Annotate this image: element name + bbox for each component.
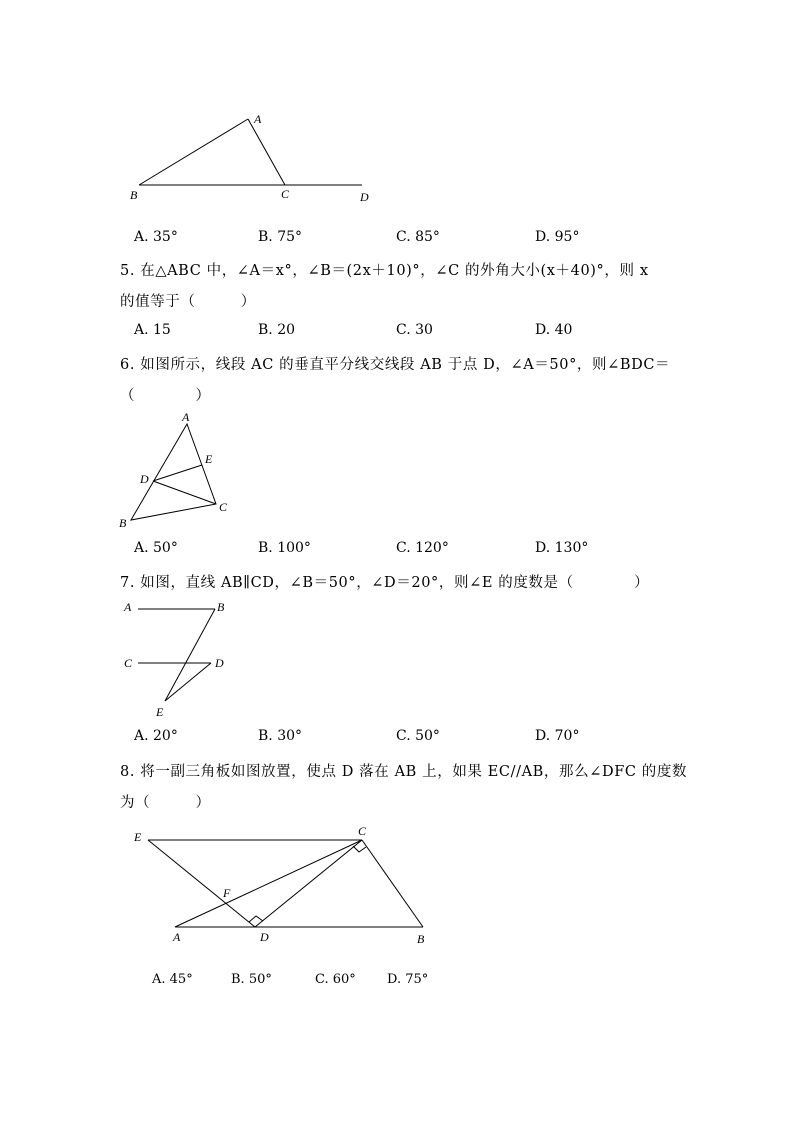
fig6-label-e: E (205, 452, 213, 466)
q5-stem-line2: 的值等于（ ） (120, 294, 256, 310)
q8-option-c[interactable]: C. 60° (315, 972, 356, 987)
fig8-label-f: F (223, 886, 231, 900)
fig6-label-d: D (140, 472, 149, 486)
q7-option-c[interactable]: C. 50° (396, 728, 440, 744)
q8-stem-line1: 8. 将一副三角板如图放置，使点 D 落在 AB 上，如果 EC//AB，那么∠DFC 的度数 (120, 764, 688, 780)
fig8-label-b: B (417, 932, 425, 946)
fig7-label-b: B (217, 600, 225, 614)
segment-cb (362, 840, 423, 927)
segment-ac (175, 840, 362, 927)
right-angle-mark-c (353, 846, 366, 852)
fig7-label-a: A (124, 600, 132, 614)
q5-option-a[interactable]: A. 15 (134, 322, 171, 338)
q8-option-d[interactable]: D. 75° (387, 972, 429, 987)
segment-ed (148, 840, 255, 927)
q8-stem-line2: 为（ ） (120, 795, 211, 811)
q6-stem-line1: 6. 如图所示，线段 AC 的垂直平分线交线段 AB 于点 D，∠A＝50°，则∠BDC＝ (120, 357, 671, 373)
segment-dc (255, 840, 362, 927)
q6-stem-line2: （ ） (120, 388, 211, 404)
q4-option-b[interactable]: B. 75° (258, 229, 303, 245)
q7-stem-line1: 7. 如图，直线 AB∥CD，∠B＝50°，∠D＝20°，则∠E 的度数是（ ） (120, 575, 650, 591)
q6-option-d[interactable]: D. 130° (535, 540, 589, 556)
q5-option-b[interactable]: B. 20 (258, 322, 296, 338)
fig4-label-c: C (281, 187, 290, 201)
fig6-label-a: A (182, 410, 190, 424)
fig8-label-e: E (134, 830, 142, 844)
q5-stem-line1: 5. 在△ABC 中，∠A＝x°，∠B＝(2x＋10)°，∠C 的外角大小(x＋40)°，则 x (120, 263, 649, 279)
q8-option-a[interactable]: A. 45° (152, 972, 193, 987)
fig8-label-d: D (260, 930, 269, 944)
q6-option-b[interactable]: B. 100° (258, 540, 311, 556)
q4-option-d[interactable]: D. 95° (535, 229, 580, 245)
q4-option-c[interactable]: C. 85° (396, 229, 440, 245)
fig8-label-c: C (358, 824, 367, 838)
q6-option-c[interactable]: C. 120° (396, 540, 449, 556)
q5-option-d[interactable]: D. 40 (535, 322, 573, 338)
fig8-label-a: A (173, 930, 181, 944)
fig4-label-b: B (130, 188, 138, 202)
q4-option-a[interactable]: A. 35° (134, 229, 178, 245)
fig4-label-d: D (360, 190, 369, 204)
q7-option-d[interactable]: D. 70° (535, 728, 580, 744)
q5-option-c[interactable]: C. 30 (396, 322, 433, 338)
q7-option-b[interactable]: B. 30° (258, 728, 303, 744)
fig7-label-e: E (156, 705, 164, 719)
fig7-label-c: C (124, 656, 133, 670)
fig6-label-b: B (119, 516, 127, 530)
q7-option-a[interactable]: A. 20° (134, 728, 178, 744)
q8-option-b[interactable]: B. 50° (231, 972, 272, 987)
q6-option-a[interactable]: A. 50° (134, 540, 178, 556)
fig7-label-d: D (215, 656, 224, 670)
fig4-label-a: A (254, 112, 262, 126)
fig6-label-c: C (219, 500, 228, 514)
right-angle-mark-d (249, 916, 263, 922)
